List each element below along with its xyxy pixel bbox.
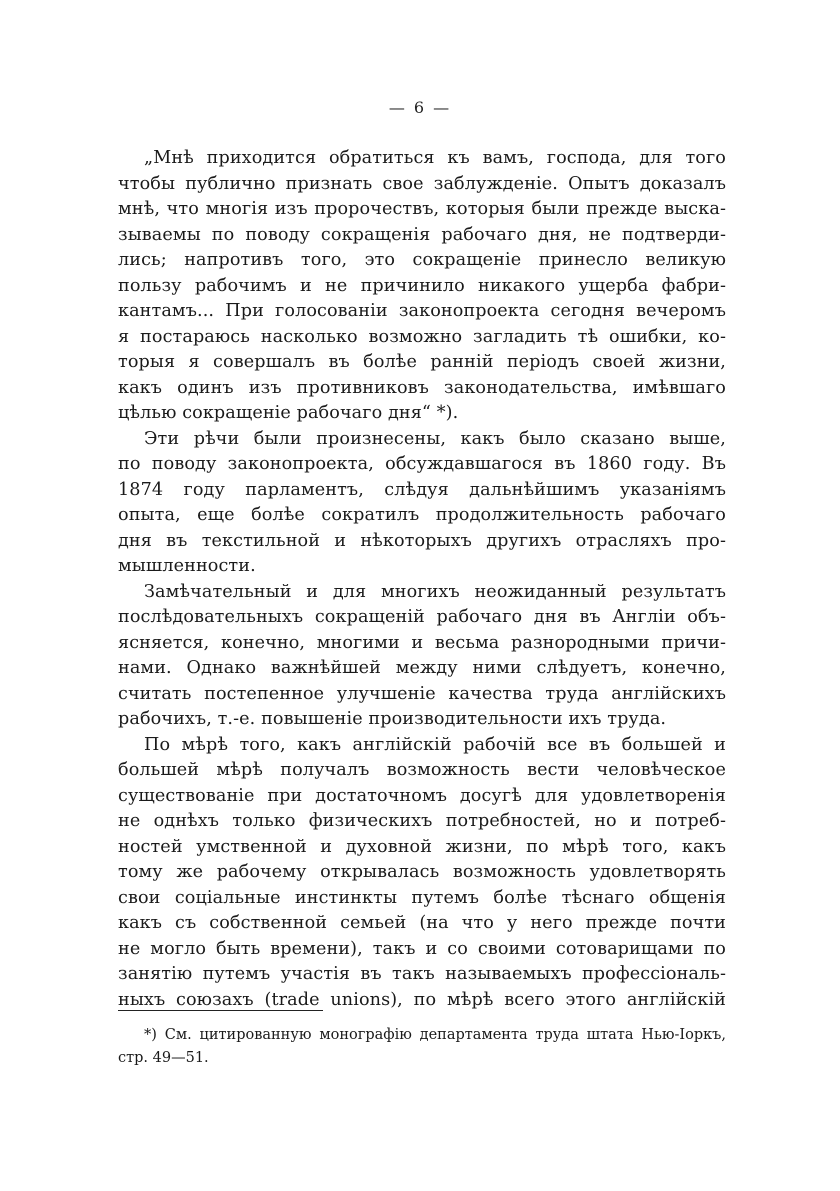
text-line: по поводу законопроекта, обсуждавшагося въ 1860 году. Въ <box>118 454 726 474</box>
text-line: По мѣрѣ того, какъ англійскій рабочій все въ большей и <box>144 734 726 755</box>
text-line: не могло быть времени), такъ и со своими сотоварищами по <box>118 938 726 959</box>
text-line: нами. Однако важнѣйшей между ними слѣдуетъ, конечно, <box>118 658 726 678</box>
text-line: чтобы публично признать свое заблужденіе. Опытъ доказалъ <box>118 173 726 194</box>
text-line: занятію путемъ участія въ такъ называемыхъ профессіональ- <box>118 964 726 984</box>
text-line: какъ съ собственной семьей (на что у него прежде почти <box>118 913 726 933</box>
footnote <box>118 1024 726 1070</box>
text-line: большей мѣрѣ получалъ возможность вести человѣческое <box>118 760 726 780</box>
text-line: „Мнѣ приходится обратиться къ вамъ, господа, для того <box>144 148 726 168</box>
text-line: опыта, еще болѣе сократилъ продолжительность рабочаго <box>118 505 726 525</box>
page-number: — 6 — <box>388 98 452 117</box>
text-line: ныхъ союзахъ (trade unions), по мѣрѣ всего этого англійскій <box>118 989 726 1010</box>
footnote-divider <box>118 1010 323 1011</box>
text-line: существованіе при достаточномъ досугѣ для удовлетворенія <box>118 785 726 806</box>
paragraph-quote <box>118 146 726 427</box>
main-text <box>118 146 726 1013</box>
paragraph <box>118 427 726 580</box>
text-line: ностей умственной и духовной жизни, по мѣрѣ того, какъ <box>118 836 726 857</box>
text-line: лись; напротивъ того, это сокращеніе принесло великую <box>118 250 726 270</box>
text-line: свои соціальные инстинкты путемъ болѣе тѣснаго общенія <box>118 887 726 908</box>
text-line: какъ одинъ изъ противниковъ законодательства, имѣвшаго <box>118 377 726 398</box>
paragraph <box>118 733 726 1014</box>
text-line: тому же рабочему открывалась возможность удовлетворять <box>118 862 726 882</box>
footnote-line: стр. 49—51. <box>118 1050 209 1066</box>
text-line: ясняется, конечно, многими и весьма разнородными причи- <box>118 632 726 653</box>
text-line: Эти рѣчи были произнесены, какъ было сказано выше, <box>144 428 726 449</box>
text-line: Замѣчательный и для многихъ неожиданный результатъ <box>144 581 726 602</box>
text-line: цѣлью сокращеніе рабочаго дня“ *). <box>118 403 459 423</box>
text-line: 1874 году парламентъ, слѣдуя дальнѣйшимъ указаніямъ <box>118 479 726 500</box>
text-line: я постараюсь насколько возможно загладить тѣ ошибки, ко- <box>118 326 726 347</box>
text-line: зываемы по поводу сокращенія рабочаго дня, не подтверди- <box>118 224 726 245</box>
text-line: рабочихъ, т.-е. повышеніе производительности ихъ труда. <box>118 709 667 729</box>
text-line: послѣдовательныхъ сокращеній рабочаго дня въ Англіи объ- <box>118 607 726 627</box>
text-line: считать постепенное улучшеніе качества труда англійскихъ <box>118 683 726 704</box>
text-line: не однѣхъ только физическихъ потребностей, но и потреб- <box>118 811 726 831</box>
text-line: дня въ текстильной и нѣкоторыхъ другихъ отрасляхъ про- <box>118 530 726 551</box>
text-line: мнѣ, что многія изъ пророчествъ, которыя были прежде выска- <box>118 199 726 219</box>
footnote-line: *) См. цитированную монографію департамента труда штата Нью-Іоркъ, <box>144 1027 726 1043</box>
text-line: торыя я совершалъ въ болѣе ранній періодъ своей жизни, <box>118 352 726 372</box>
text-line: пользу рабочимъ и не причинило никакого ущерба фабри- <box>118 275 726 296</box>
text-line: кантамъ... При голосованіи законопроекта сегодня вечеромъ <box>118 301 726 321</box>
text-line: мышленности. <box>118 556 256 576</box>
paragraph <box>118 580 726 733</box>
